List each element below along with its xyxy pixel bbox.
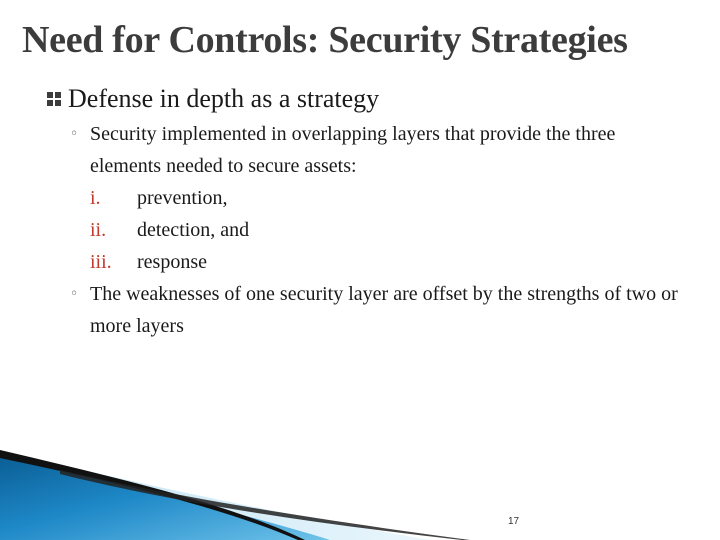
- sub-bullet: [70, 278, 690, 342]
- slide-title: Need for Controls: Security Strategies: [22, 19, 628, 61]
- list-item-text: detection, and: [137, 219, 250, 241]
- list-item: [90, 182, 249, 214]
- list-item: [90, 214, 249, 246]
- page-number: 17: [508, 516, 520, 527]
- small-circle-bullet-icon: ◦: [70, 126, 79, 142]
- sub-bullet: [70, 118, 690, 182]
- main-bullet-text: Defense in depth as a strategy: [68, 84, 380, 113]
- list-item-text: response: [137, 251, 207, 273]
- sub-bullet-text: Security implemented in overlapping layers that provide the three elements needed to secure assets:: [90, 123, 616, 177]
- roman-numeral-label: i.: [90, 187, 101, 209]
- decorative-wave-graphic: [0, 450, 560, 540]
- roman-numeral-label: iii.: [90, 251, 112, 273]
- ornamental-square-bullet-icon: [46, 91, 68, 107]
- main-bullet: [46, 84, 379, 114]
- sub-bullet-text: The weaknesses of one security layer are offset by the strengths of two or more layers: [90, 283, 678, 337]
- small-circle-bullet-icon: ◦: [70, 286, 79, 302]
- list-item-text: prevention,: [137, 187, 228, 209]
- roman-numeral-label: ii.: [90, 219, 107, 241]
- numbered-list: [90, 182, 249, 278]
- list-item: [90, 246, 249, 278]
